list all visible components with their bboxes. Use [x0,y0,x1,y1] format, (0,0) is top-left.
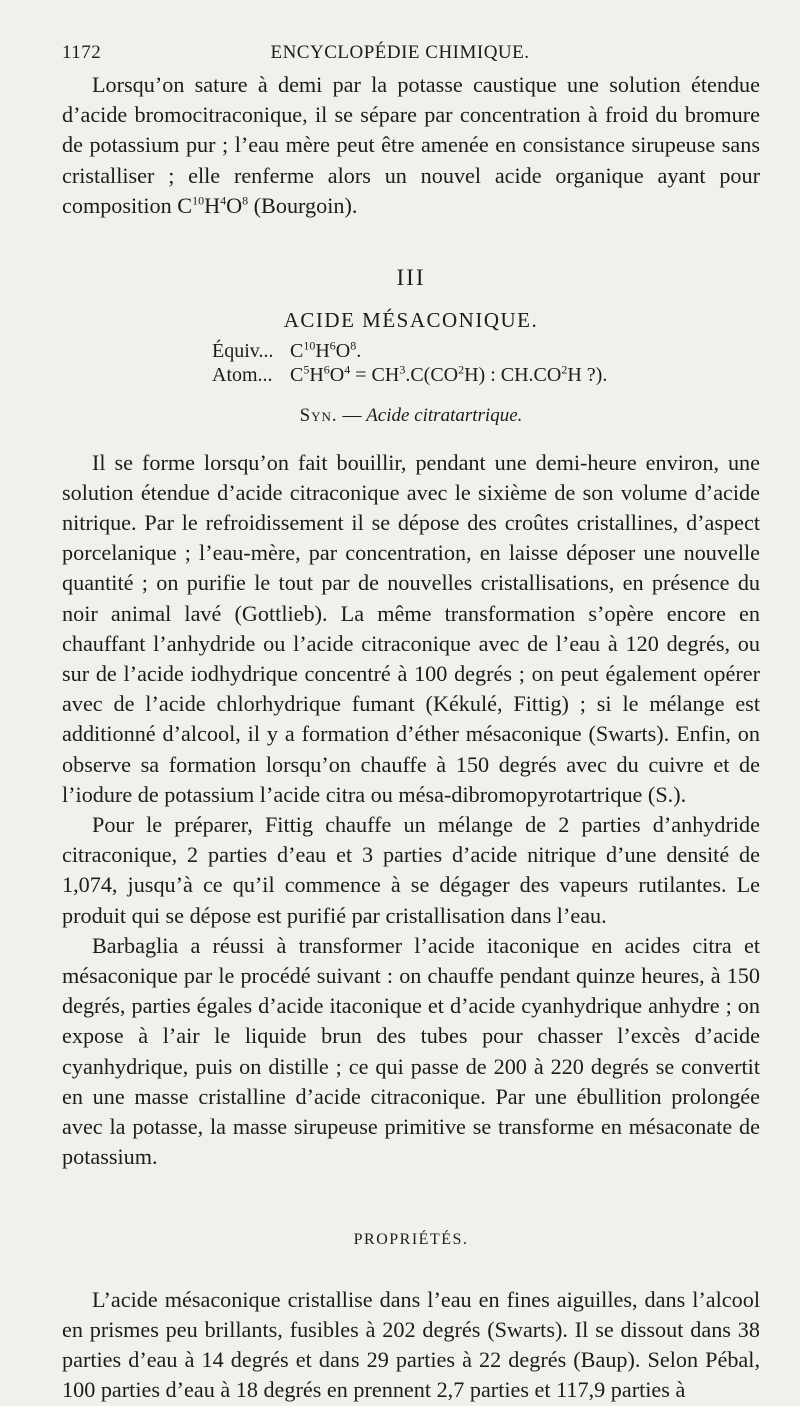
formula-block [212,339,760,387]
paragraph-preparation: Pour le préparer, Fittig chauffe un mélange de 2 parties d’anhydride citraconique, 2 parties d’eau et 3 parties d’acide nitrique d’une densité de 1,074, jusqu’à ce qu’il commence à se dégager des vapeurs rutilantes. Le produit qui se dépose est purifié par cristallisation dans l’eau. [62,812,760,928]
running-title: ENCYCLOPÉDIE CHIMIQUE. [270,42,530,63]
paragraph-properties: L’acide mésaconique cristallise dans l’eau en fines aiguilles, dans l’alcool en prismes peu brillants, fusibles à 202 degrés (Swarts). Il se dissout dans 38 parties d’eau à 14 degrés et dans 29 parties à 22 degrés (Baup). Selon Pébal, 100 parties d’eau à 18 degrés en prennent 2,7 parties et 117,9 parties à [62,1286,760,1403]
intro-citation: (Bourgoin). [253,192,358,218]
intro-formula: $C^{10}H^4O^8$ [177,192,249,218]
atom-label: Atom... [212,364,273,387]
properties-title: PROPRIÉTÉS. [353,1230,469,1248]
atom-formula-row [212,363,760,387]
synonym-line [62,401,760,431]
equiv-formula-row [212,339,760,363]
page-header [62,42,738,72]
page-number: 1172 [62,42,102,63]
intro-text: Lorsqu’on sature à demi par la potasse caustique une solution étendue d’acide bromocitraconique, il se sépare par concentration à froid du bromure de potassium pur ; l’eau mère peut être amenée en consistance sirupeuse sans cristalliser ; elle renferme alors un nouvel acide organique ayant pour composition [62,72,760,218]
page-body [62,70,760,1406]
synonym-dash: — [337,405,367,427]
synonym-label: Syn. [299,405,338,427]
atom-formula: $C^5H^6O^4 = CH^3.C(CO^2H)$ : $CH.CO^2H$ ?). [290,362,608,387]
paragraph-formation: Il se forme lorsqu’on fait bouillir, pendant une demi-heure environ, une solution étendue d’acide citraconique avec le sixième de son volume d’acide nitrique. Par le refroidissement il se dépose des croûtes cristallines, d’aspect porcelanique ; l’eau-mère, par concentration, en laisse déposer une nouvelle quantité ; on purifie le tout par de nouvelles cristallisations, en présence du noir animal lavé (Gottlieb). La même transformation s’opère encore en chauffant l’anhydride ou l’acide citraconique avec de l’eau à 120 degrés, ou sur de l’acide iodhydrique concentré à 100 degrés ; on peut également opérer avec de l’acide chlorhydrique fumant (Kékulé, Fittig) ; si le mélange est additionné d’alcool, il y a formation d’éther mésaconique (Swarts). Enfin, on observe sa formation lorsqu’on chauffe à 150 degrés avec du cuivre et de l’iodure de potassium l’acide citra ou mésa-dibromopyrotartrique (S.). [62,449,760,807]
section-title: ACIDE MÉSACONIQUE. [283,308,539,333]
paragraph-barbaglia: Barbaglia a réussi à transformer l’acide itaconique en acides citra et mésaconique par le procédé suivant : on chauffe pendant quinze heures, à 150 degrés, parties égales d’acide itaconique et d’acide cyanhydrique anhydre ; on expose à l’air le liquide brun des tubes pour chasser l’excès d’acide cyanhydrique, puis on distille ; ce qui passe de 200 à 220 degrés se convertit en une masse cristalline d’acide citraconique. Par une ébullition prolongée avec la potasse, la masse sirupeuse primitive se transforme en mésaconate de potassium. [62,932,760,1170]
intro-paragraph [62,70,760,221]
equiv-formula: $C^{10}H^6O^8$. [290,338,362,363]
equiv-label: Équiv... [212,340,274,363]
synonym-value: Acide citratartrique. [366,405,523,427]
section-number: III [396,265,426,291]
